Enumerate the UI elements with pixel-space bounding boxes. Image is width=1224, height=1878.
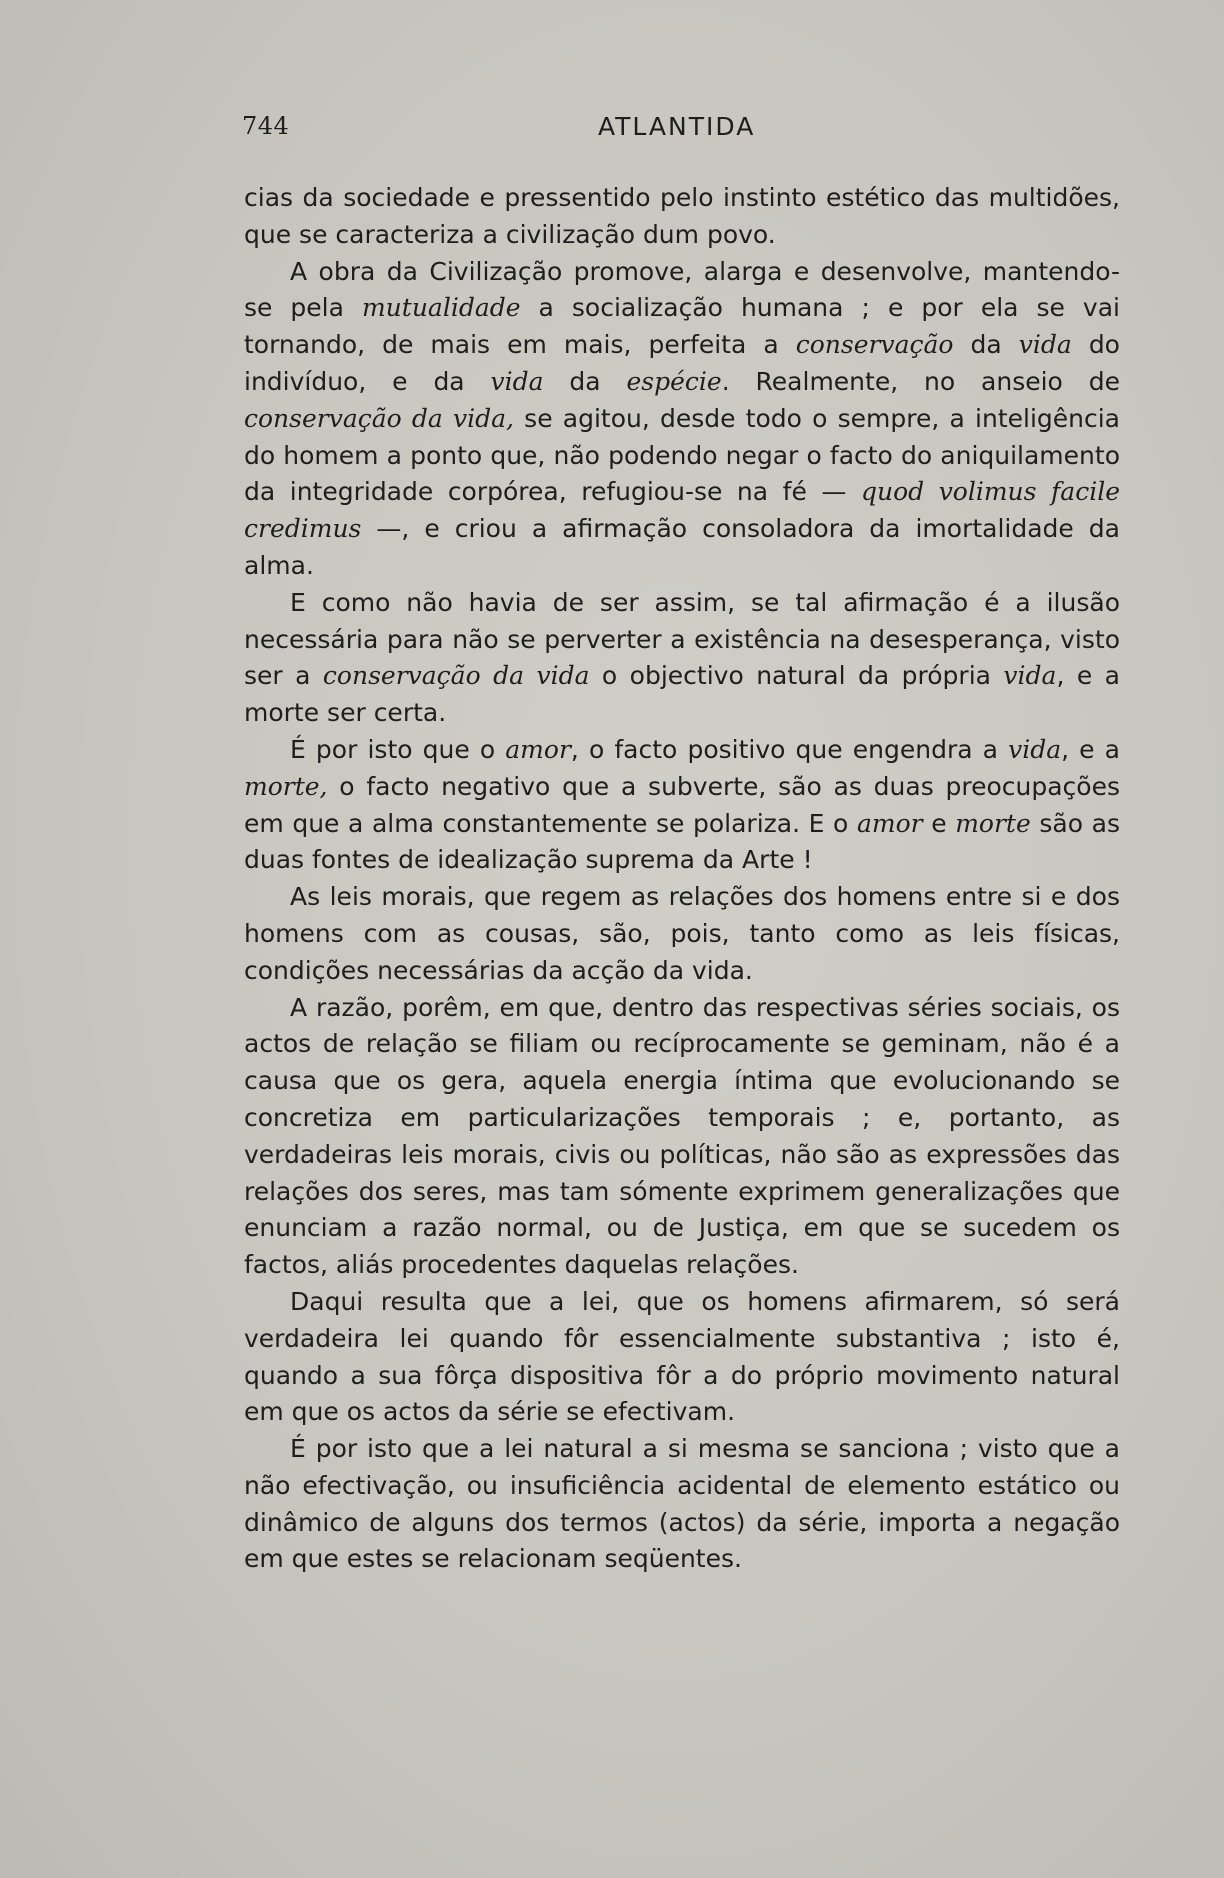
italic-text: amor xyxy=(505,734,571,764)
italic-text: vida xyxy=(490,366,544,396)
paragraph xyxy=(244,1284,1120,1431)
paragraph xyxy=(244,1431,1120,1578)
text-run: . Realmente, no anseio de xyxy=(721,366,1120,396)
text-run: A obra da Civilização promove, alarga e desenvolve, mantendo-se pela xyxy=(244,256,1120,323)
paragraph xyxy=(244,180,1120,254)
running-title: ATLANTIDA xyxy=(598,112,756,141)
page-number: 744 xyxy=(242,112,290,140)
text-run: da xyxy=(543,366,627,396)
italic-text: conservação da vida, xyxy=(244,403,514,433)
text-run: o objectivo natural da própria xyxy=(589,661,1004,691)
text-run: são as duas fontes de idealização suprema da Arte ! xyxy=(244,808,1120,875)
text-run: E como não havia de ser assim, se tal afirmação é a ilusão necessária para não se perverter a existência na desesperança, visto ser a xyxy=(244,587,1120,691)
italic-text: amor xyxy=(856,808,923,838)
body-text xyxy=(244,180,1120,1578)
text-run: da xyxy=(953,330,1019,360)
text-run: cias da sociedade e pressentido pelo instinto estético das multidões, que se caracteriza a civilização dum povo. xyxy=(244,183,1120,249)
text-run: se agitou, desde todo o sempre, a inteligência do homem a ponto que, não podendo negar o facto do aniquilamento da integridade corpórea, refugiou-se na fé — xyxy=(244,403,1120,507)
text-run: do indivíduo, e da xyxy=(244,330,1120,396)
text-run: , e a morte ser certa. xyxy=(244,661,1121,728)
italic-text: conservação da vida xyxy=(322,661,590,691)
italic-text: mutualidade xyxy=(361,293,521,323)
paragraph xyxy=(244,585,1120,732)
italic-text: morte xyxy=(955,808,1031,838)
paragraph xyxy=(244,732,1120,879)
paragraph xyxy=(244,254,1120,585)
text-run: —, e criou a afirmação consoladora da imortalidade da alma. xyxy=(244,514,1120,580)
text-run: a socialização humana ; e por ela se vai tornando, de mais em mais, perfeita a xyxy=(244,293,1120,360)
text-run: As leis morais, que regem as relações dos homens entre si e dos homens com as cousas, são, pois, tanto como as leis físicas, condições necessárias da acção da vida. xyxy=(244,882,1120,985)
text-run: o facto negativo que a subverte, são as duas preocupações em que a alma constantemente se polariza. E o xyxy=(244,771,1120,838)
page-header xyxy=(0,112,1224,152)
italic-text: conservação xyxy=(795,330,954,360)
text-run: , o facto positivo que engendra a xyxy=(570,734,1009,764)
italic-text: quod volimus facile credimus xyxy=(244,477,1120,544)
paragraph xyxy=(244,879,1120,989)
italic-text: espécie xyxy=(626,366,722,396)
italic-text: vida xyxy=(1018,330,1072,360)
text-run: , e a xyxy=(1061,734,1121,764)
italic-text: vida xyxy=(1008,734,1062,764)
text-run: É por isto que o xyxy=(290,734,506,764)
text-run: É por isto que a lei natural a si mesma se sanciona ; visto que a não efectivação, ou insuficiência acidental de elemento estático ou dinâmico de alguns dos termos (actos) da série, importa a negação em que estes se relacionam seqüentes. xyxy=(244,1434,1120,1574)
text-run: e xyxy=(922,808,956,838)
paragraph xyxy=(244,990,1120,1284)
text-run: A razão, porêm, em que, dentro das respectivas séries sociais, os actos de relação se filiam ou recíprocamente se geminam, não é a causa que os gera, aquela energia íntima que evolucionando se concretiza em particularizações temporais ; e, portanto, as verdadeiras leis morais, civis ou políticas, não são as expressões das relações dos seres, mas tam sómente exprimem generalizações que enunciam a razão normal, ou de Justiça, em que se sucedem os factos, aliás procedentes daquelas relações. xyxy=(244,992,1120,1280)
italic-text: vida xyxy=(1003,661,1057,691)
text-run: Daqui resulta que a lei, que os homens afirmarem, só será verdadeira lei quando fôr essencialmente substantiva ; isto é, quando a sua fôrça dispositiva fôr a do próprio movimento natural em que os actos da série se efectivam. xyxy=(244,1286,1120,1427)
italic-text: morte, xyxy=(244,771,328,801)
